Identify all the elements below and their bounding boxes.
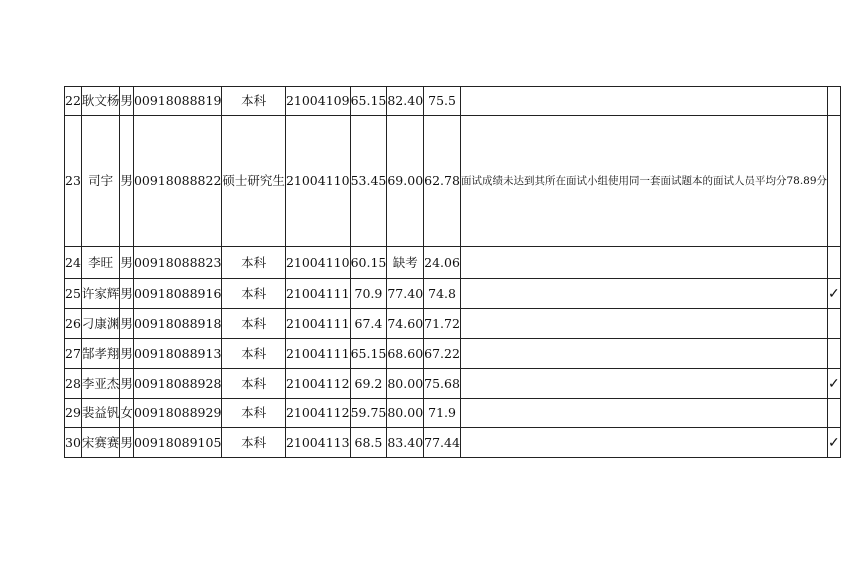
interview-score-cell: 77.40	[387, 279, 424, 309]
selected-mark-cell	[828, 87, 841, 116]
table-row	[65, 116, 841, 247]
exam-id-cell: 00918088913	[133, 339, 221, 369]
gender-cell: 男	[120, 279, 134, 309]
gender-cell: 男	[120, 87, 134, 116]
written-score-cell: 59.75	[350, 399, 387, 428]
education-cell: 硕士研究生	[222, 116, 286, 247]
education-cell: 本科	[222, 247, 286, 279]
interview-score-cell: 68.60	[387, 339, 424, 369]
total-score-cell: 24.06	[424, 247, 461, 279]
gender-cell: 男	[120, 339, 134, 369]
row-number-cell: 26	[65, 309, 82, 339]
table-row	[65, 339, 841, 369]
candidate-name-cell: 许家辉	[81, 279, 120, 309]
education-cell: 本科	[222, 87, 286, 116]
written-score-cell: 53.45	[350, 116, 387, 247]
interview-score-cell: 82.40	[387, 87, 424, 116]
candidate-name-cell: 李亚杰	[81, 369, 120, 399]
remark-cell	[460, 87, 827, 116]
selected-mark-cell	[828, 339, 841, 369]
candidate-name-cell: 李旺	[81, 247, 120, 279]
written-score-cell: 69.2	[350, 369, 387, 399]
table-row	[65, 309, 841, 339]
row-number-cell: 23	[65, 116, 82, 247]
exam-id-cell: 00918089105	[133, 428, 221, 458]
education-cell: 本科	[222, 369, 286, 399]
written-score-cell: 70.9	[350, 279, 387, 309]
total-score-cell: 74.8	[424, 279, 461, 309]
table-row	[65, 369, 841, 399]
table-body	[65, 87, 841, 458]
remark-cell: 面试成绩未达到其所在面试小组使用同一套面试题本的面试人员平均分78.89分	[460, 116, 827, 247]
table-row	[65, 87, 841, 116]
position-code-cell: 21004111	[285, 339, 350, 369]
table-row	[65, 399, 841, 428]
exam-id-cell: 00918088928	[133, 369, 221, 399]
total-score-cell: 71.9	[424, 399, 461, 428]
gender-cell: 男	[120, 369, 134, 399]
selected-mark-cell	[828, 247, 841, 279]
position-code-cell: 21004112	[285, 399, 350, 428]
results-table	[64, 86, 841, 458]
total-score-cell: 75.5	[424, 87, 461, 116]
position-code-cell: 21004111	[285, 309, 350, 339]
table-row	[65, 247, 841, 279]
education-cell: 本科	[222, 428, 286, 458]
remark-cell	[460, 369, 827, 399]
written-score-cell: 65.15	[350, 339, 387, 369]
remark-cell	[460, 428, 827, 458]
row-number-cell: 28	[65, 369, 82, 399]
education-cell: 本科	[222, 309, 286, 339]
gender-cell: 男	[120, 116, 134, 247]
remark-cell	[460, 247, 827, 279]
position-code-cell: 21004111	[285, 279, 350, 309]
candidate-name-cell: 宋赛赛	[81, 428, 120, 458]
candidate-name-cell: 刁康渊	[81, 309, 120, 339]
written-score-cell: 65.15	[350, 87, 387, 116]
position-code-cell: 21004109	[285, 87, 350, 116]
education-cell: 本科	[222, 339, 286, 369]
interview-score-cell: 83.40	[387, 428, 424, 458]
remark-cell	[460, 279, 827, 309]
table-row	[65, 279, 841, 309]
remark-cell	[460, 339, 827, 369]
position-code-cell: 21004113	[285, 428, 350, 458]
exam-id-cell: 00918088819	[133, 87, 221, 116]
candidate-name-cell: 司宇	[81, 116, 120, 247]
selected-mark-cell: ✓	[828, 279, 841, 309]
table-row	[65, 428, 841, 458]
row-number-cell: 24	[65, 247, 82, 279]
gender-cell: 男	[120, 247, 134, 279]
selected-mark-cell: ✓	[828, 369, 841, 399]
exam-id-cell: 00918088918	[133, 309, 221, 339]
row-number-cell: 30	[65, 428, 82, 458]
exam-id-cell: 00918088929	[133, 399, 221, 428]
total-score-cell: 67.22	[424, 339, 461, 369]
interview-score-cell: 缺考	[387, 247, 424, 279]
education-cell: 本科	[222, 399, 286, 428]
selected-mark-cell: ✓	[828, 428, 841, 458]
row-number-cell: 27	[65, 339, 82, 369]
interview-score-cell: 74.60	[387, 309, 424, 339]
written-score-cell: 68.5	[350, 428, 387, 458]
candidate-name-cell: 耿文杨	[81, 87, 120, 116]
selected-mark-cell	[828, 399, 841, 428]
row-number-cell: 29	[65, 399, 82, 428]
row-number-cell: 25	[65, 279, 82, 309]
remark-cell	[460, 399, 827, 428]
total-score-cell: 62.78	[424, 116, 461, 247]
written-score-cell: 60.15	[350, 247, 387, 279]
remark-cell	[460, 309, 827, 339]
gender-cell: 男	[120, 309, 134, 339]
gender-cell: 女	[120, 399, 134, 428]
gender-cell: 男	[120, 428, 134, 458]
candidate-name-cell: 郜孝翔	[81, 339, 120, 369]
interview-score-cell: 80.00	[387, 369, 424, 399]
candidate-name-cell: 裴益钒	[81, 399, 120, 428]
row-number-cell: 22	[65, 87, 82, 116]
education-cell: 本科	[222, 279, 286, 309]
total-score-cell: 77.44	[424, 428, 461, 458]
interview-score-cell: 69.00	[387, 116, 424, 247]
position-code-cell: 21004112	[285, 369, 350, 399]
written-score-cell: 67.4	[350, 309, 387, 339]
exam-id-cell: 00918088822	[133, 116, 221, 247]
position-code-cell: 21004110	[285, 116, 350, 247]
exam-id-cell: 00918088916	[133, 279, 221, 309]
total-score-cell: 71.72	[424, 309, 461, 339]
interview-score-cell: 80.00	[387, 399, 424, 428]
selected-mark-cell	[828, 309, 841, 339]
position-code-cell: 21004110	[285, 247, 350, 279]
total-score-cell: 75.68	[424, 369, 461, 399]
selected-mark-cell	[828, 116, 841, 247]
exam-id-cell: 00918088823	[133, 247, 221, 279]
